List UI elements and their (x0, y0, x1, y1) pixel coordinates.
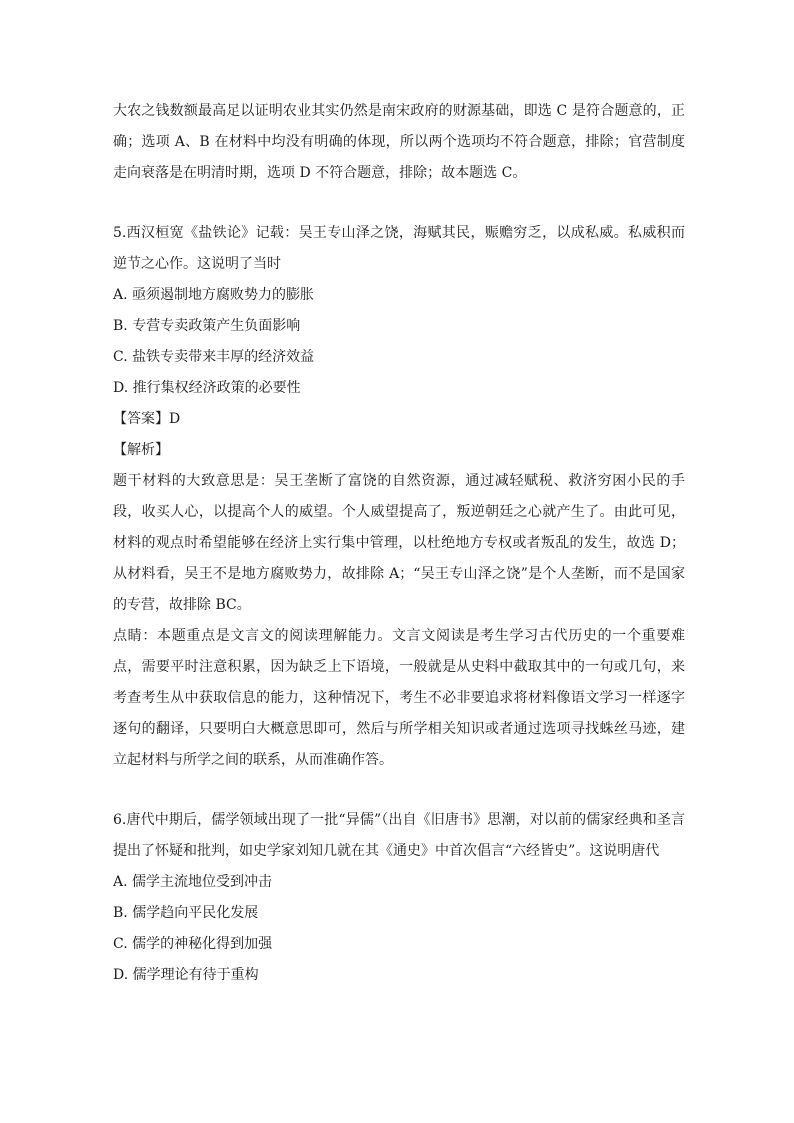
question-5-option-d: D. 推行集权经济政策的必要性 (113, 380, 301, 396)
question-5-option-b: B. 专营专卖政策产生负面影响 (113, 318, 301, 334)
question-6-option-c: C. 儒学的神秘化得到加强 (113, 936, 273, 952)
document-page (113, 96, 685, 991)
question-6-option-d: D. 儒学理论有待于重构 (113, 967, 259, 983)
question-5-comment: 点睛：本题重点是文言文的阅读理解能力。文言文阅读是考生学习古代历史的一个重要难点，需要平时注意积累，因为缺乏上下语境，一般就是从史料中截取其中的一句或几句，来考查考生从中获取信息的能力，这种情况下，考生不必非要追求将材料像语文学习一样逐字逐句的翻译，只要明白大概意思即可，然后与所学相关知识或者通过选项寻找蛛丝马迹，建立起材料与所学之间的联系，从而准确作答。 (113, 628, 685, 768)
question-5-analysis: 题干材料的大致意思是：吴王垄断了富饶的自然资源，通过减轻赋税、救济穷困小民的手段，收买人心，以提高个人的威望。个人威望提高了，叛逆朝廷之心就产生了。由此可见，材料的观点时希望能够在经济上实行集中管理，以杜绝地方专权或者叛乱的发生，故选 D；从材料看，吴王不是地方腐败势力，故排除 A；“吴王专山泽之饶”是个人垄断，而不是国家的专营，故排除 BC。 (113, 473, 685, 613)
question-6-stem: 6.唐代中期后，儒学领域出现了一批“异儒”（出自《旧唐书》思潮，对以前的儒家经典和圣言提出了怀疑和批判，如史学家刘知几就在其《通史》中首次倡言“六经皆史”。这说明唐代 (113, 812, 685, 859)
question-6-option-b: B. 儒学趋向平民化发展 (113, 905, 259, 921)
question-5-stem: 5.西汉桓宽《盐铁论》记载：吴王专山泽之饶，海赋其民，赈赡穷乏，以成私威。私威积而逆节之心作。这说明了当时 (113, 225, 685, 272)
spacer (113, 189, 685, 218)
question-6-option-a: A. 儒学主流地位受到冲击 (113, 874, 273, 890)
question-5-option-a: A. 亟须遏制地方腐败势力的膨胀 (113, 287, 315, 303)
question-5-answer: 【答案】D (113, 411, 181, 427)
spacer (113, 776, 685, 805)
question-5-option-c: C. 盐铁专卖带来丰厚的经济效益 (113, 349, 315, 365)
question-5-analysis-tag: 【解析】 (113, 442, 169, 458)
previous-analysis-paragraph: 大农之钱数额最高足以证明农业其实仍然是南宋政府的财源基础，即选 C 是符合题意的，正确；选项 A、B 在材料中均没有明确的体现，所以两个选项均不符合题意，排除；官营制度走向衰落是在明清时期，选项 D 不符合题意，排除；故本题选 C。 (113, 103, 685, 181)
